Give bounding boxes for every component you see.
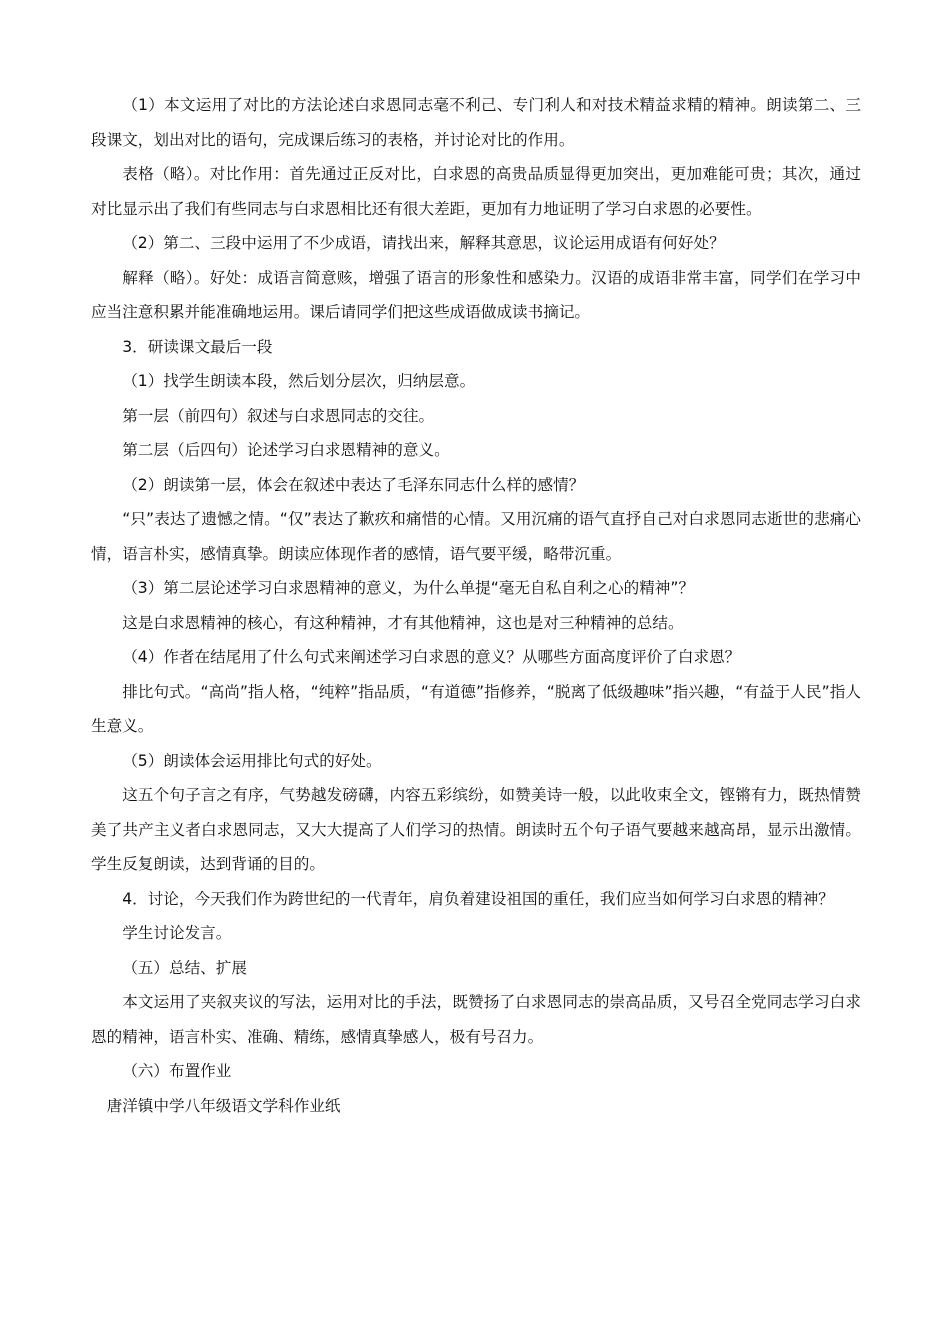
paragraph: 排比句式。“高尚”指人格，“纯粹”指品质，“有道德”指修养，“脱离了低级趣味”指兴趣，“有益于人民”指人生意义。 [91,682,861,735]
paragraph: 本文运用了夹叙夹议的写法，运用对比的手法，既赞扬了白求恩同志的崇高品质，又号召全党同志学习白求恩的精神，语言朴实、准确、精练，感情真挚感人，极有号召力。 [91,993,861,1046]
paragraph: （3）第二层论述学习白求恩精神的意义，为什么单提“毫无自私自利之心的精神”？ [122,579,695,597]
document-body [91,88,861,1123]
paragraph: 这是白求恩精神的核心，有这种精神，才有其他精神，这也是对三种精神的总结。 [122,613,684,632]
paragraph: （2）朗读第一层，体会在叙述中表达了毛泽东同志什么样的感情？ [122,475,585,494]
paragraph: 表格（略）。对比作用：首先通过正反对比，白求恩的高贵品质显得更加突出，更加难能可贵；其次，通过对比显示出了我们有些同志与白求恩相比还有很大差距，更加有力地证明了学习白求恩的必要性。 [91,165,861,218]
paragraph: 学生讨论发言。 [122,924,232,942]
paragraph: “只”表达了遗憾之情。“仅”表达了歉疚和痛惜的心情。又用沉痛的语气直抒自己对白求恩同志逝世的悲痛心情，语言朴实，感情真挚。朗读应体现作者的感情，语气要平缓，略带沉重。 [91,510,861,563]
paragraph: 这五个句子言之有序，气势越发磅礴，内容五彩缤纷，如赞美诗一般，以此收束全文，铿锵有力，既热情赞美了共产主义者白求恩同志，又大大提高了人们学习的热情。朗读时五个句子语气要越来越高昂，显示出激情。学生反复朗读，达到背诵的目的。 [91,786,861,873]
section-heading: 3．研读课文最后一段 [122,337,273,356]
paragraph: （4）作者在结尾用了什么句式来阐述学习白求恩的意义？从哪些方面高度评价了白求恩？ [122,648,741,666]
paragraph: 第一层（前四句）叙述与白求恩同志的交往。 [122,406,435,425]
paragraph: 第二层（后四句）论述学习白求恩精神的意义。 [122,441,450,459]
section-heading: 4．讨论，今天我们作为跨世纪的一代青年，肩负着建设祖国的重任，我们应当如何学习白求恩的精神？ [122,889,834,908]
paragraph: （1）找学生朗读本段，然后划分层次，归纳层意。 [122,372,476,390]
worksheet-title: 唐洋镇中学八年级语文学科作业纸 [106,1096,341,1115]
paragraph: （1）本文运用了对比的方法论述白求恩同志毫不利己、专门利人和对技术精益求精的精神。朗读第二、三段课文，划出对比的语句，完成课后练习的表格，并讨论对比的作用。 [91,96,862,149]
paragraph: 解释（略）。好处：成语言简意赅，增强了语言的形象性和感染力。汉语的成语非常丰富，同学们在学习中应当注意积累并能准确地运用。课后请同学们把这些成语做成读书摘记。 [91,268,861,321]
section-heading: （五）总结、扩展 [122,958,247,977]
paragraph: （5）朗读体会运用排比句式的好处。 [122,751,382,770]
paragraph: （2）第二、三段中运用了不少成语，请找出来，解释其意思，议论运用成语有何好处？ [122,234,725,252]
section-heading: （六）布置作业 [122,1062,232,1080]
